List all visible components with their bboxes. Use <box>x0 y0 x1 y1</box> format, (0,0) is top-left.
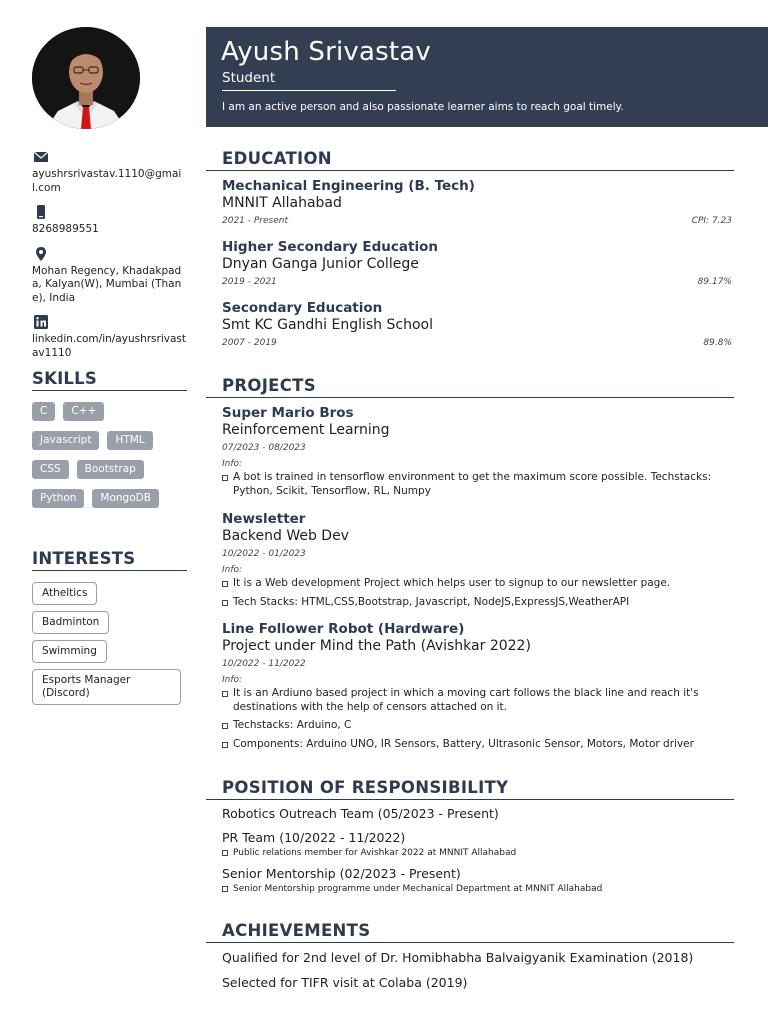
linkedin-text[interactable]: linkedin.com/in/ayushrsrivastav1110 <box>32 333 186 359</box>
education-period: 2021 - Present <box>222 216 288 226</box>
achievement-text: Selected for TIFR visit at Colaba (2019) <box>222 975 468 990</box>
skill-tag: C++ <box>63 402 104 421</box>
responsibility-detail: Senior Mentorship programme under Mechanical Department at MNNIT Allahabad <box>233 884 603 894</box>
education-score: 89.8% <box>703 338 732 348</box>
contact-email[interactable] <box>32 148 187 195</box>
project-bullet <box>222 577 732 591</box>
project-entry <box>222 621 732 751</box>
bullet-square-icon <box>222 742 228 748</box>
education-degree: Mechanical Engineering (B. Tech) <box>222 178 475 194</box>
responsibility-bullet <box>222 847 732 859</box>
education-meta <box>222 215 732 227</box>
summary-text: I am an active person and also passionate learner aims to reach goal timely. <box>222 101 624 113</box>
skill-tag: HTML <box>107 431 152 450</box>
education-score: CPI: 7.23 <box>691 216 732 226</box>
responsibility-item <box>222 866 732 895</box>
phone-text[interactable]: 8268989551 <box>32 223 99 235</box>
education-institute: Smt KC Gandhi English School <box>222 317 433 333</box>
header-banner <box>206 27 768 127</box>
education-entry <box>222 178 732 227</box>
skill-row <box>32 460 187 479</box>
education-entry <box>222 300 732 349</box>
interests-heading: INTERESTS <box>32 549 187 571</box>
projects-heading: PROJECTS <box>206 376 734 398</box>
location-pin-icon <box>32 245 50 263</box>
skill-row <box>32 402 187 421</box>
role-underline <box>222 90 396 91</box>
education-period: 2019 - 2021 <box>222 277 277 287</box>
achievement-text: Qualified for 2nd level of Dr. Homibhabha Balvaigyanik Examination (2018) <box>222 950 694 965</box>
achievement-item <box>222 950 732 966</box>
project-period <box>222 548 732 560</box>
project-bullet-text: Tech Stacks: HTML,CSS,Bootstrap, Javascript, NodeJS,ExpressJS,WeatherAPI <box>233 595 630 608</box>
project-bullet-text: Components: Arduino UNO, IR Sensors, Battery, Ultrasonic Sensor, Motors, Motor driver <box>233 737 694 750</box>
interest-item: Badminton <box>32 611 109 634</box>
info-label: Info: <box>222 565 243 575</box>
skills-section <box>32 369 187 508</box>
project-period <box>222 442 732 454</box>
profile-photo <box>32 27 140 129</box>
education-entry <box>222 239 732 288</box>
project-subtitle: Project under Mind the Path (Avishkar 2022) <box>222 638 531 654</box>
envelope-icon <box>32 148 50 166</box>
responsibility-role: PR Team (10/2022 - 11/2022) <box>222 830 406 845</box>
interest-item: Swimming <box>32 640 107 663</box>
contact-phone[interactable] <box>32 203 187 237</box>
linkedin-icon <box>32 313 50 331</box>
bullet-square-icon <box>222 691 228 697</box>
address-text: Mohan Regency, Khadakpada, Kalyan(W), Mumbai (Thane), India <box>32 264 182 304</box>
project-bullet <box>222 738 732 752</box>
project-entry <box>222 511 732 609</box>
responsibility-item <box>222 806 732 822</box>
bullet-square-icon <box>222 723 228 729</box>
info-label: Info: <box>222 459 243 469</box>
project-period-text: 07/2023 - 08/2023 <box>222 443 306 453</box>
contact-address <box>32 245 187 306</box>
project-bullet-text: A bot is trained in tensorflow environment to get the maximum score possible. Techstacks: Python, Scikit, Tensorflow, RL, Numpy <box>233 471 712 497</box>
achievements-heading: ACHIEVEMENTS <box>206 921 734 943</box>
profile-photo-image <box>32 27 140 129</box>
education-institute: MNNIT Allahabad <box>222 195 342 211</box>
education-degree: Higher Secondary Education <box>222 239 438 255</box>
responsibility-role: Senior Mentorship (02/2023 - Present) <box>222 866 461 881</box>
skill-row <box>32 431 187 450</box>
project-title: Newsletter <box>222 511 306 527</box>
contact-linkedin[interactable] <box>32 313 187 360</box>
education-meta <box>222 337 732 349</box>
skill-tag: Bootstrap <box>77 460 144 479</box>
interest-item: Esports Manager (Discord) <box>32 669 181 705</box>
skill-tag: CSS <box>32 460 69 479</box>
interest-list <box>32 576 187 705</box>
education-heading: EDUCATION <box>206 149 734 171</box>
person-name: Ayush Srivastav <box>221 37 431 67</box>
skill-row <box>32 489 187 508</box>
project-bullet-text: It is a Web development Project which helps user to signup to our newsletter page. <box>233 577 671 589</box>
project-title: Line Follower Robot (Hardware) <box>222 621 465 637</box>
person-role: Student <box>222 70 276 86</box>
interest-item: Atheltics <box>32 582 97 605</box>
bullet-square-icon <box>222 475 228 481</box>
project-title: Super Mario Bros <box>222 405 354 421</box>
phone-icon <box>32 203 50 221</box>
email-text[interactable]: ayushrsrivastav.1110@gmail.com <box>32 168 182 194</box>
responsibility-heading: POSITION OF RESPONSIBILITY <box>206 778 734 800</box>
project-bullet-text: It is an Ardiuno based project in which a moving cart follows the black line and reach it's destinations with the help of censors attached on it. <box>233 687 699 713</box>
project-bullet <box>222 687 732 714</box>
achievement-item <box>222 975 732 991</box>
skill-tag: C <box>32 402 55 421</box>
education-score: 89.17% <box>697 277 732 287</box>
project-subtitle: Reinforcement Learning <box>222 422 390 438</box>
skill-tag: Javascript <box>32 431 99 450</box>
project-entry <box>222 405 732 498</box>
bullet-square-icon <box>222 581 228 587</box>
education-meta <box>222 276 732 288</box>
education-institute: Dnyan Ganga Junior College <box>222 256 419 272</box>
project-bullet-text: Techstacks: Arduino, C <box>233 719 352 731</box>
project-subtitle: Backend Web Dev <box>222 528 349 544</box>
info-label: Info: <box>222 675 243 685</box>
skills-heading: SKILLS <box>32 369 187 391</box>
skill-tag: MongoDB <box>92 489 159 508</box>
responsibility-item <box>222 830 732 859</box>
responsibility-bullet <box>222 883 732 895</box>
bullet-square-icon <box>222 600 228 606</box>
project-period-text: 10/2022 - 11/2022 <box>222 659 306 669</box>
project-bullet <box>222 471 732 498</box>
bullet-square-icon <box>222 850 228 856</box>
project-bullet <box>222 719 732 733</box>
project-bullet <box>222 596 732 610</box>
responsibility-detail: Public relations member for Avishkar 2022 at MNNIT Allahabad <box>233 848 517 858</box>
bullet-square-icon <box>222 886 228 892</box>
skill-tag: Python <box>32 489 84 508</box>
contact-list <box>32 148 187 368</box>
interests-section <box>32 549 187 705</box>
education-period: 2007 - 2019 <box>222 338 277 348</box>
education-degree: Secondary Education <box>222 300 383 316</box>
responsibility-role: Robotics Outreach Team (05/2023 - Present) <box>222 806 499 821</box>
project-period-text: 10/2022 - 01/2023 <box>222 549 306 559</box>
project-period <box>222 658 732 670</box>
